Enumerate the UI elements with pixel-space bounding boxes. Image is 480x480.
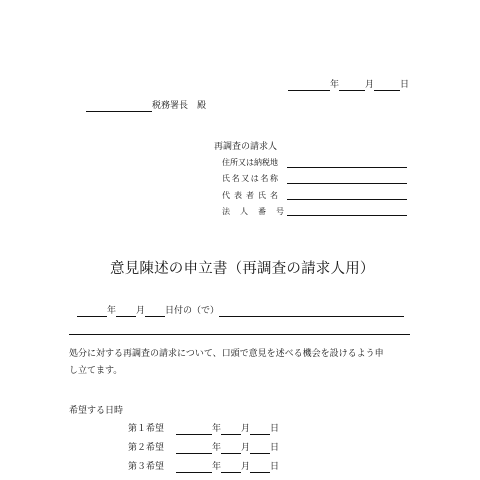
field-label: 法人番号 (222, 207, 294, 216)
pref3-year-blank[interactable] (176, 461, 212, 473)
tax-office-blank[interactable] (86, 100, 152, 112)
preferred-label: 第１希望 (128, 424, 165, 434)
requester-field-address (222, 157, 282, 169)
pref3-day-blank[interactable] (250, 461, 270, 473)
dated-suffix: 日付の（で） (165, 306, 220, 316)
disposition-blank[interactable] (219, 305, 404, 317)
addressee-label: 税務署長 殿 (152, 101, 207, 111)
header-date (288, 79, 409, 91)
requester-heading: 再調査の請求人 (214, 142, 278, 152)
day-blank[interactable] (374, 79, 400, 91)
requester-field-name (222, 173, 280, 185)
pref1-day-blank[interactable] (250, 423, 270, 435)
pref2-year-label: 年 (212, 443, 222, 453)
body-text-line1: 処分に対する再調査の請求について、口頭で意見を述べる機会を設けるよう申 (69, 349, 384, 359)
name-input-line[interactable] (287, 183, 407, 184)
requester-field-representative (222, 190, 282, 202)
disposition-continuation-line[interactable] (69, 334, 410, 335)
pref3-day-label: 日 (270, 462, 280, 472)
field-label: 住所又は納税地 (222, 158, 278, 167)
dated-year-blank[interactable] (77, 305, 107, 317)
preferred-row-1 (128, 423, 279, 435)
pref1-year-label: 年 (212, 424, 222, 434)
pref2-year-blank[interactable] (176, 442, 212, 454)
pref3-year-label: 年 (212, 462, 222, 472)
pref2-day-blank[interactable] (250, 442, 270, 454)
preferred-label: 第２希望 (128, 443, 165, 453)
day-label: 日 (400, 80, 410, 90)
document-title: 意見陳述の申立書（再調査の請求人用） (110, 261, 375, 277)
pref1-month-blank[interactable] (221, 423, 241, 435)
dated-line (77, 305, 404, 317)
preferred-row-2 (128, 442, 279, 454)
pref2-month-label: 月 (241, 443, 251, 453)
requester-field-corp-number (222, 206, 294, 218)
field-label: 氏名又は名称 (222, 174, 280, 183)
addressee (86, 100, 206, 112)
preferred-row-3 (128, 461, 279, 473)
pref1-day-label: 日 (270, 424, 280, 434)
pref2-day-label: 日 (270, 443, 280, 453)
dated-year-label: 年 (107, 306, 117, 316)
body-text-line2: し立てます。 (69, 366, 123, 376)
month-blank[interactable] (339, 79, 365, 91)
pref1-year-blank[interactable] (176, 423, 212, 435)
pref3-month-blank[interactable] (221, 461, 241, 473)
year-blank[interactable] (288, 79, 330, 91)
address-input-line[interactable] (287, 167, 407, 168)
preferred-label: 第３希望 (128, 462, 165, 472)
pref1-month-label: 月 (241, 424, 251, 434)
dated-month-blank[interactable] (116, 305, 136, 317)
month-label: 月 (365, 80, 375, 90)
preferred-heading: 希望する日時 (69, 406, 124, 416)
field-label: 代表者氏名 (222, 191, 282, 200)
pref2-month-blank[interactable] (221, 442, 241, 454)
pref3-month-label: 月 (241, 462, 251, 472)
dated-month-label: 月 (136, 306, 146, 316)
year-label: 年 (330, 80, 340, 90)
dated-day-blank[interactable] (145, 305, 165, 317)
representative-input-line[interactable] (287, 199, 407, 200)
corp-number-input-line[interactable] (287, 215, 407, 216)
